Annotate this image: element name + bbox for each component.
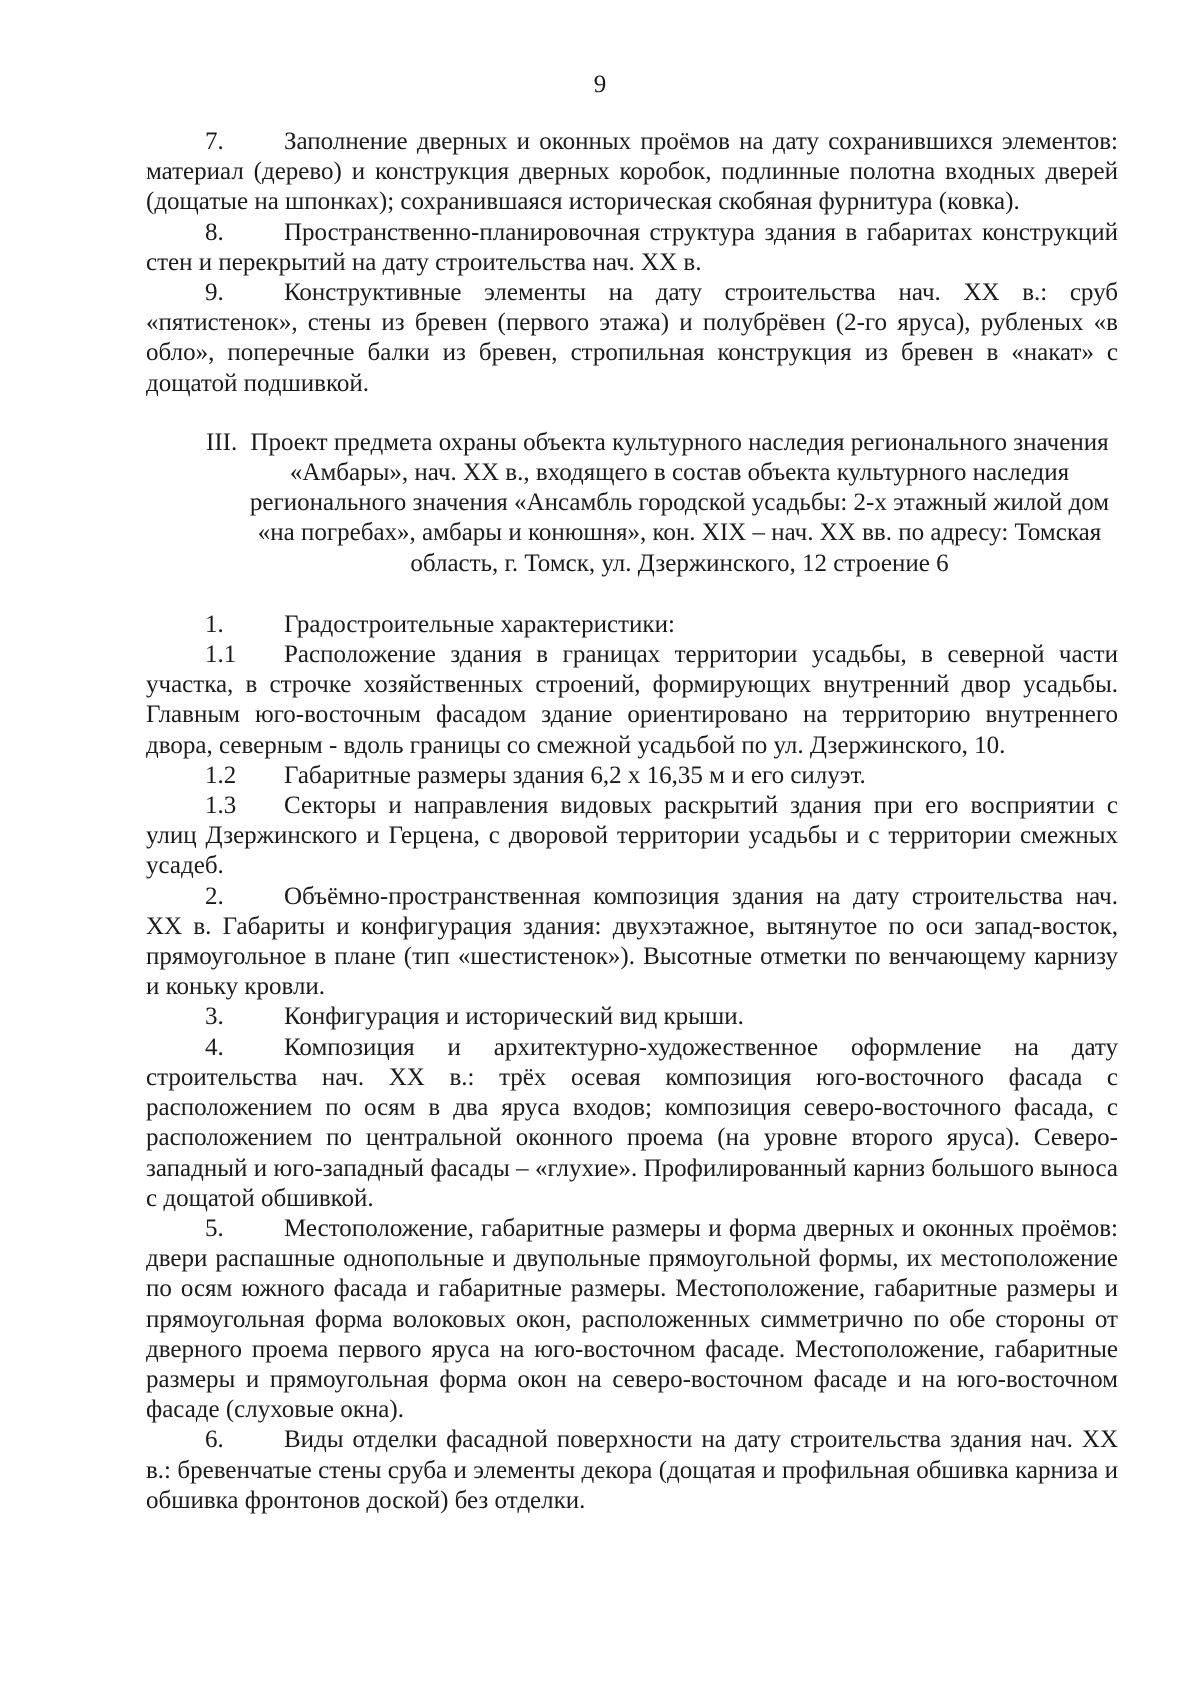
item-number: 1.1 bbox=[205, 641, 237, 669]
item-text: Объёмно-пространственная композиция здания на дату строительства нач. XX в. Габариты и конфигурация здания: двухэтажное, вытянутое по оси запад-восток, прямоугольное в плане (тип «шестистенок»). Высотные отметки по венчающему карнизу и коньку кровли. bbox=[146, 882, 1118, 1001]
list-item bbox=[146, 1214, 1118, 1425]
item-number: 1. bbox=[205, 610, 224, 638]
document-body bbox=[146, 127, 1118, 1516]
list-item bbox=[146, 640, 1118, 761]
list-item bbox=[146, 1425, 1118, 1516]
item-number: 7. bbox=[205, 128, 224, 155]
list-item bbox=[146, 127, 1118, 218]
item-text: Расположение здания в границах территории усадьбы, в северной части участка, в строчке хозяйственных строений, формирующих внутренний двор усадьбы. Главным юго-восточным фасадом здание ориентировано на территорию внутреннего двора, северным - вдоль границы со смежной усадьбой по ул. Дзержинского, 10. bbox=[146, 641, 1118, 759]
item-text: Пространственно-планировочная структура здания в габаритах конструкций стен и перекрытий на дату строительства нач. XX в. bbox=[146, 218, 1118, 276]
item-list-top bbox=[146, 127, 1118, 399]
item-text: Местоположение, габаритные размеры и форма дверных и оконных проёмов: двери распашные однопольные и двупольные прямоугольной формы, их местоположение по осям южного фасада и габаритные размеры. Местоположение, габаритные размеры и прямоугольная форма волоковых окон, расположенных симметрично по обе стороны от дверного проема первого яруса на юго-восточном фасаде. Местоположение, габаритные размеры и прямоугольная форма окон на северо-восточном фасаде и на юго-восточном фасаде (слуховые окна). bbox=[146, 1214, 1118, 1424]
list-item bbox=[146, 610, 1118, 640]
page-number: 9 bbox=[593, 71, 607, 98]
item-text: Заполнение дверных и оконных проёмов на дату сохранившихся элементов: материал (дерево) и конструкция дверных коробок, подлинные полотна входных дверей (дощатые на шпонках); сохранившаяся историческая скобяная фурнитура (ковка). bbox=[146, 128, 1118, 216]
item-list-bottom bbox=[146, 610, 1118, 1516]
section-number: III. bbox=[206, 428, 238, 456]
item-number: 4. bbox=[205, 1033, 224, 1061]
item-text: Секторы и направления видовых раскрытий здания при его восприятии с улиц Дзержинского и Герцена, с дворовой территории усадьбы и с территории смежных усадеб. bbox=[146, 792, 1118, 880]
item-number: 9. bbox=[205, 279, 224, 307]
item-text: Конфигурация и исторический вид крыши. bbox=[284, 1003, 744, 1031]
list-item bbox=[146, 791, 1118, 882]
item-number: 2. bbox=[205, 882, 224, 910]
item-text: Композиция и архитектурно-художественное оформление на дату строительства нач. XX в.: трёх осевая композиция юго-восточного фасада с расположением по осям в два яруса входов; композиция северо-восточного фасада, с расположением по центральной оконного проема (на уровне второго яруса). Северо-западный и юго-западный фасады – «глухие». Профилированный карниз большого выноса с дощатой обшивкой. bbox=[146, 1033, 1118, 1212]
item-text: Градостроительные характеристики: bbox=[284, 610, 675, 638]
item-number: 8. bbox=[205, 218, 224, 246]
item-text: Габаритные размеры здания 6,2 х 16,35 м и его силуэт. bbox=[284, 761, 866, 789]
section-heading bbox=[146, 428, 1118, 579]
item-text: Конструктивные элементы на дату строительства нач. XX в.: сруб «пятистенок», стены из бревен (первого этажа) и полубрёвен (2-го яруса), рубленых «в обло», поперечные балки из бревен, стропильная конструкция из бревен в «накат» с дощатой подшивкой. bbox=[146, 279, 1118, 397]
item-text: Виды отделки фасадной поверхности на дату строительства здания нач. XX в.: бревенчатые стены сруба и элементы декора (дощатая и профильная обшивка карниза и обшивка фронтонов доской) без отделки. bbox=[146, 1426, 1118, 1514]
list-item bbox=[146, 278, 1118, 399]
item-number: 6. bbox=[205, 1426, 224, 1454]
item-number: 5. bbox=[205, 1214, 224, 1242]
item-number: 1.2 bbox=[205, 761, 237, 789]
item-number: 3. bbox=[205, 1003, 224, 1031]
list-item bbox=[146, 1033, 1118, 1214]
list-item bbox=[146, 218, 1118, 278]
list-item bbox=[146, 882, 1118, 1003]
section-title: Проект предмета охраны объекта культурного наследия регионального значения «Амбары», нач. XX в., входящего в состав объекта культурного наследия регионального значения «Ансамбль городской усадьбы: 2-х этажный жилой дом «на погребах», амбары и конюшня», кон. XIX – нач. XX вв. по адресу: Томская область, г. Томск, ул. Дзержинского, 12 строение 6 bbox=[249, 428, 1110, 577]
item-number: 1.3 bbox=[205, 792, 237, 820]
list-item bbox=[146, 1002, 1118, 1032]
list-item bbox=[146, 761, 1118, 791]
